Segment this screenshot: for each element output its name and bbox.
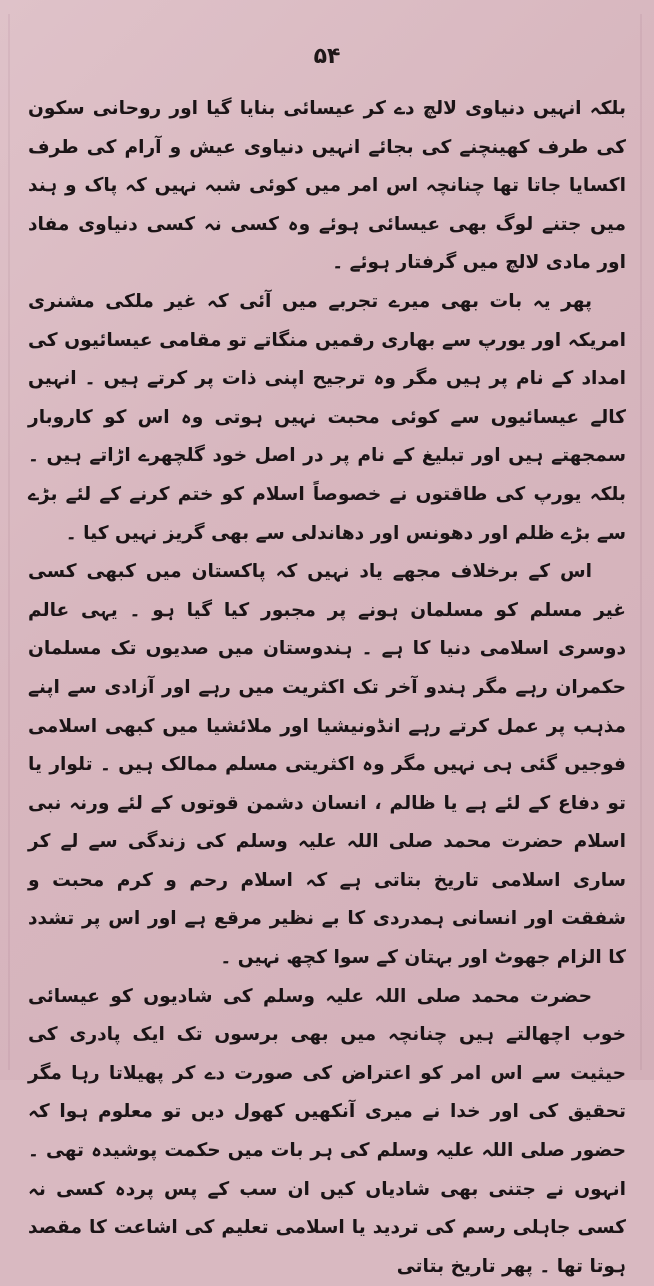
paragraph: بلکہ انہیں دنیاوی لالچ دے کر عیسائی بنایا گیا اور روحانی سکون کی طرف کھینچنے کی بجائے انہیں دنیاوی عیش و آرام کی طرف اکسایا جاتا تھا چنانچہ اس امر میں کوئی شبہ نہیں کہ پاک و ہند میں جتنے لوگ بھی عیسائی ہوئے وہ کسی نہ کسی دنیاوی مفاد اور مادی لالچ میں گرفتار ہوئے ۔ xyxy=(28,98,626,274)
page-body xyxy=(28,90,626,1286)
page-number: ۵۴ xyxy=(313,44,341,69)
paragraph: پھر یہ بات بھی میرے تجربے میں آئی کہ غیر ملکی مشنری امریکہ اور یورپ سے بھاری رقمیں منگاتے تو مقامی عیسائیوں کی امداد کے نام پر ہیں مگر وہ ترجیح اپنی ذات پر کرتے ہیں ۔ انہیں کالے عیسائیوں سے کوئی محبت نہیں ہوتی وہ اس کو کاروبار سمجھتے ہیں اور تبلیغ کے نام پر در اصل خود گلچھرے اڑاتے ہیں ۔ بلکہ یورپ کی طاقتوں نے خصوصاً اسلام کو ختم کرنے کے لئے بڑے سے بڑے ظلم اور دھونس اور دھاندلی سے بھی گریز نہیں کیا ۔ xyxy=(28,290,626,544)
paragraph: اس کے برخلاف مجھے یاد نہیں کہ پاکستان میں کبھی کسی غیر مسلم کو مسلمان ہونے پر مجبور کیا گیا ہو ۔ یہی عالم دوسری اسلامی دنیا کا ہے ۔ ہندوستان میں صدیوں تک مسلمان حکمران رہے مگر ہندو آخر تک اکثریت میں رہے اور آزادی سے اپنے مذہب پر عمل کرتے رہے انڈونیشیا اور ملائشیا میں کبھی اسلامی فوجیں گئی ہی نہیں مگر وہ اکثریتی مسلم ممالک ہیں ۔ تلوار یا تو دفاع کے لئے ہے یا ظالم ، انسان دشمن قوتوں کے لئے ورنہ نبی اسلام حضرت محمد صلی اللہ علیہ وسلم کی زندگی سے لے کر ساری اسلامی تاریخ بتاتی ہے کہ اسلام رحم و کرم محبت و شفقت اور انسانی ہمدردی کا بے نظیر مرقع ہے اور اس پر تشدد کا الزام جھوٹ اور بہتان کے سوا کچھ نہیں ۔ xyxy=(28,561,626,969)
paragraph: حضرت محمد صلی اللہ علیہ وسلم کی شادیوں کو عیسائی خوب اچھالتے ہیں چنانچہ میں بھی برسوں تک ایک پادری کی حیثیت سے اس امر کو اعتراض کی صورت دے کر پھیلاتا رہا مگر تحقیق کی اور خدا نے میری آنکھیں کھول دیں تو معلوم ہوا کہ حضور صلی اللہ علیہ وسلم کی ہر بات میں حکمت پوشیدہ تھی ۔ انہوں نے جتنی بھی شادیاں کیں ان سب کے پس پردہ کسی نہ کسی جاہلی رسم کی تردید یا اسلامی تعلیم کی اشاعت کا مقصد ہوتا تھا ۔ پھر تاریخ بتاتی xyxy=(28,985,626,1277)
